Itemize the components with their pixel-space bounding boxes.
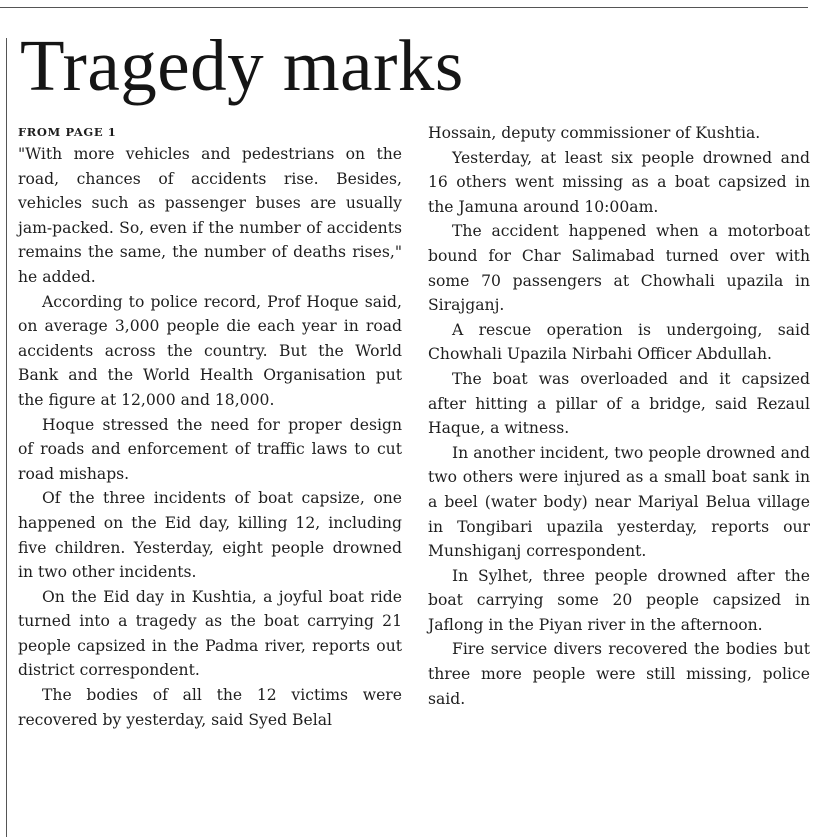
paragraph: According to police record, Prof Hoque said, on average 3,000 people die each year in road accidents across the country. But the World Bank and the World Health Organisation put the figure at 12,000 and 18,000. [18,292,402,409]
paragraph: In Sylhet, three people drowned after the boat carrying some 20 people capsized in Jaflong in the Piyan river in the afternoon. [428,566,810,634]
paragraph: A rescue operation is undergoing, said Chowhali Upazila Nirbahi Officer Abdullah. [428,320,810,364]
left-column [18,121,402,732]
paragraph: The boat was overloaded and it capsized after hitting a pillar of a bridge, said Rezaul Haque, a witness. [428,369,810,438]
paragraph: The bodies of all the 12 victims were recovered by yesterday, said Syed Belal [18,686,402,729]
kicker: FROM PAGE 1 [18,125,117,139]
paragraph: The accident happened when a motorboat bound for Char Salimabad turned over with some 70 passengers at Chowhali upazila in Sirajganj. [428,222,810,315]
paragraph: Of the three incidents of boat capsize, one happened on the Eid day, killing 12, including five children. Yesterday, eight people drowned in two other incidents. [18,489,402,582]
headline: Tragedy marks [20,25,464,106]
paragraph: Fire service divers recovered the bodies but three more people were still missing, police said. [428,640,810,708]
paragraph: On the Eid day in Kushtia, a joyful boat ride turned into a tragedy as the boat carrying 21 people capsized in the Padma river, reports out district correspondent. [18,587,402,680]
paragraph: In another incident, two people drowned and two others were injured as a small boat sank in a beel (water body) near Mariyal Belua village in Tongibari upazila yesterday, reports our Munshiganj correspondent. [428,443,810,561]
column-rule [6,38,7,837]
paragraph: Hossain, deputy commissioner of Kushtia. [428,124,761,142]
right-column [428,121,810,711]
paragraph: "With more vehicles and pedestrians on the road, chances of accidents rise. Besides, vehicles such as passenger buses are usually jam-packed. So, even if the number of accidents remains the same, the number of deaths rises," he added. [18,145,402,286]
paragraph: Hoque stressed the need for proper design of roads and enforcement of traffic laws to cut road mishaps. [18,415,402,483]
paragraph: Yesterday, at least six people drowned and 16 others went missing as a boat capsized in the Jamuna around 10:00am. [428,148,810,216]
top-rule [0,7,808,8]
